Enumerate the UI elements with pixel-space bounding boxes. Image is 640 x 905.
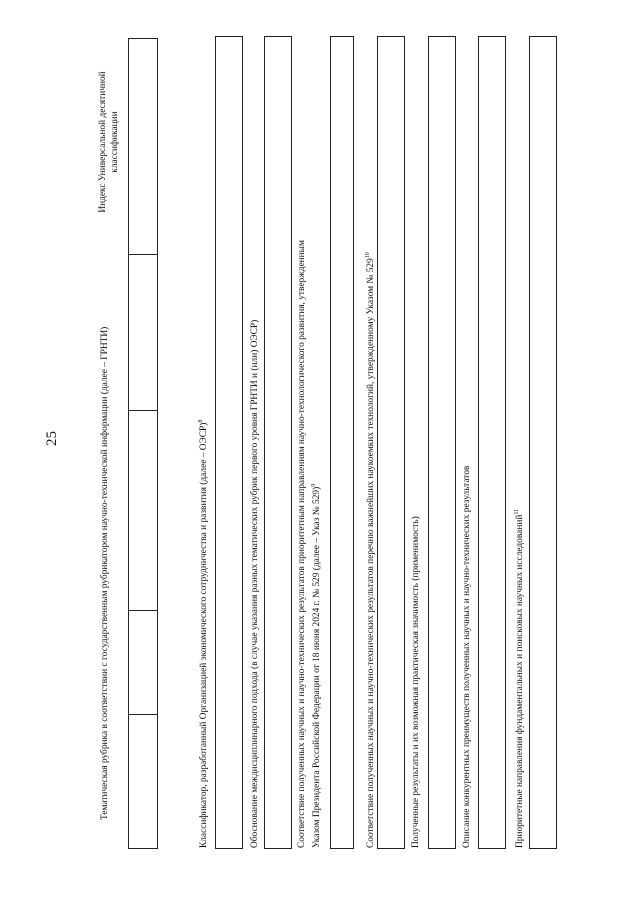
advantages-field[interactable] xyxy=(478,36,506,849)
priority-field[interactable] xyxy=(330,36,354,849)
interdisciplinary-label: Обоснование междисциплинарного подхода (в случае указания разных тематических рубрик первого уровня ГРНТИ и (или) ОЭСР) xyxy=(250,319,260,848)
critical-tech-label: Соответствие полученных научных и научно-технических результатов перечню важнейших наукоемких технологий, утвержденному Указом № $529^{10}$ xyxy=(365,252,377,848)
fundamental-label: Приоритетные направления фундаментальных и поисковых научных исследований$^{11}$ xyxy=(514,508,526,848)
grnti-cell-divider xyxy=(128,610,158,611)
interdisciplinary-field[interactable] xyxy=(264,36,292,849)
applicability-field[interactable] xyxy=(428,36,456,849)
advantages-label: Описание конкурентных преимуществ полученных научных и научно-технических результатов xyxy=(462,465,472,848)
fundamental-field[interactable] xyxy=(529,36,557,849)
udc-label: Индекс Универсальной десятичной классификации xyxy=(98,71,120,213)
grnti-field[interactable] xyxy=(128,254,158,849)
udc-field[interactable] xyxy=(128,38,158,255)
oecd-label: Классификатор, разработанный Организацией экономического сотрудничества и развития (далее – ОЭСР)$^8$ xyxy=(198,419,210,848)
applicability-label: Полученные результаты и их возможная практическая значимость (применимость) xyxy=(411,516,421,848)
priority-label-line2: Указом Президента Российской Федерации от 18 июня 2024 г. № 529 (далее – Указ № 529)$^9$ xyxy=(311,483,323,848)
critical-tech-field[interactable] xyxy=(377,36,405,849)
priority-label-line1: Соответствие полученных научных и научно-технических результатов приоритетным направлениям научно-технологического развития, утвержденным xyxy=(297,240,307,848)
page-number: 25 xyxy=(44,431,60,446)
grnti-cell-divider xyxy=(128,410,158,411)
grnti-cell-divider xyxy=(128,714,158,715)
oecd-field[interactable] xyxy=(215,36,243,849)
grnti-label: Тематическая рубрика в соответствии с государственным рубрикатором научно-технической информации (далее – ГРНТИ) xyxy=(100,326,110,820)
